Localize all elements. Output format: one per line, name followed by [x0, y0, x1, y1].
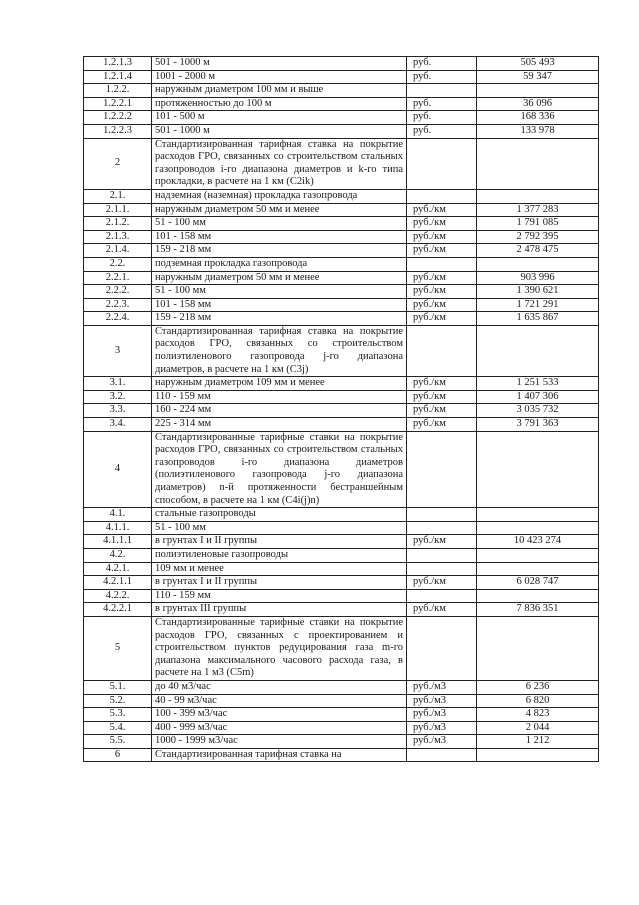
row-number-cell: 3.2.: [84, 390, 152, 404]
row-value-cell: 1 212: [477, 735, 599, 749]
table-row: [84, 111, 599, 125]
row-description-cell: надземная (наземная) прокладка газопровода: [152, 189, 407, 203]
row-unit-cell: руб./м3: [407, 708, 477, 722]
row-description-cell: наружным диаметром 50 мм и менее: [152, 203, 407, 217]
row-unit-cell: руб.: [407, 70, 477, 84]
table-row: [84, 548, 599, 562]
row-unit-cell: руб./км: [407, 244, 477, 258]
tariff-table-body: [84, 57, 599, 762]
row-description-cell: стальные газопроводы: [152, 508, 407, 522]
row-number-cell: 2.2.4.: [84, 312, 152, 326]
row-number-cell: 1.2.2.: [84, 84, 152, 98]
row-value-cell: 1 721 291: [477, 298, 599, 312]
row-description-cell: полиэтиленовые газопроводы: [152, 548, 407, 562]
row-unit-cell: [407, 748, 477, 762]
row-number-cell: 1.2.1.3: [84, 57, 152, 71]
row-number-cell: 2.2.1.: [84, 271, 152, 285]
table-row: [84, 124, 599, 138]
row-description-cell: 501 - 1000 м: [152, 57, 407, 71]
table-row: [84, 708, 599, 722]
row-value-cell: 1 791 085: [477, 217, 599, 231]
row-number-cell: 1.2.2.2: [84, 111, 152, 125]
row-unit-cell: руб./км: [407, 535, 477, 549]
row-description-cell: 101 - 158 мм: [152, 230, 407, 244]
row-unit-cell: руб./км: [407, 298, 477, 312]
row-unit-cell: руб./км: [407, 217, 477, 231]
row-value-cell: [477, 548, 599, 562]
row-unit-cell: руб./м3: [407, 735, 477, 749]
table-row: [84, 217, 599, 231]
table-row: [84, 508, 599, 522]
table-row: [84, 257, 599, 271]
row-number-cell: 4.2.: [84, 548, 152, 562]
row-description-cell: 400 - 999 м3/час: [152, 721, 407, 735]
row-value-cell: 1 390 621: [477, 285, 599, 299]
row-description-cell: в грунтах I и II группы: [152, 576, 407, 590]
row-number-cell: 5: [84, 616, 152, 680]
row-description-cell: подземная прокладка газопровода: [152, 257, 407, 271]
row-number-cell: 2.2.: [84, 257, 152, 271]
row-number-cell: 5.4.: [84, 721, 152, 735]
row-value-cell: 168 336: [477, 111, 599, 125]
row-number-cell: 6: [84, 748, 152, 762]
row-value-cell: [477, 84, 599, 98]
row-unit-cell: руб./км: [407, 404, 477, 418]
row-description-cell: 1001 - 2000 м: [152, 70, 407, 84]
row-unit-cell: руб./м3: [407, 721, 477, 735]
row-description-cell: 51 - 100 мм: [152, 521, 407, 535]
row-unit-cell: [407, 257, 477, 271]
row-value-cell: 6 028 747: [477, 576, 599, 590]
row-number-cell: 2.1.4.: [84, 244, 152, 258]
table-row: [84, 230, 599, 244]
row-number-cell: 3.3.: [84, 404, 152, 418]
row-number-cell: 5.1.: [84, 680, 152, 694]
row-description-cell: 100 - 399 м3/час: [152, 708, 407, 722]
row-value-cell: 2 478 475: [477, 244, 599, 258]
table-row: [84, 735, 599, 749]
row-description-cell: 110 - 159 мм: [152, 390, 407, 404]
row-number-cell: 1.2.2.1: [84, 97, 152, 111]
row-value-cell: 36 096: [477, 97, 599, 111]
row-description-cell: Стандартизированная тарифная ставка на: [152, 748, 407, 762]
row-value-cell: [477, 562, 599, 576]
row-number-cell: 4.1.1.: [84, 521, 152, 535]
row-number-cell: 2.2.2.: [84, 285, 152, 299]
row-number-cell: 5.3.: [84, 708, 152, 722]
row-number-cell: 3.1.: [84, 377, 152, 391]
row-unit-cell: руб./км: [407, 230, 477, 244]
row-value-cell: [477, 138, 599, 189]
row-number-cell: 4.2.1.1: [84, 576, 152, 590]
row-value-cell: [477, 589, 599, 603]
row-unit-cell: [407, 548, 477, 562]
row-description-cell: в грунтах III группы: [152, 603, 407, 617]
row-description-cell: в грунтах I и II группы: [152, 535, 407, 549]
row-unit-cell: [407, 138, 477, 189]
row-number-cell: 2.2.3.: [84, 298, 152, 312]
row-number-cell: 4.2.2.1: [84, 603, 152, 617]
row-value-cell: [477, 431, 599, 508]
row-description-cell: протяженностью до 100 м: [152, 97, 407, 111]
row-number-cell: 5.5.: [84, 735, 152, 749]
row-number-cell: 1.2.1.4: [84, 70, 152, 84]
row-description-cell: наружным диаметром 109 мм и менее: [152, 377, 407, 391]
row-unit-cell: руб./км: [407, 203, 477, 217]
row-unit-cell: руб.: [407, 124, 477, 138]
row-unit-cell: руб./км: [407, 390, 477, 404]
table-row: [84, 535, 599, 549]
table-row: [84, 189, 599, 203]
row-number-cell: 3.4.: [84, 418, 152, 432]
row-unit-cell: [407, 589, 477, 603]
tariff-table: [83, 56, 599, 762]
row-number-cell: 2.1.3.: [84, 230, 152, 244]
table-row: [84, 721, 599, 735]
row-value-cell: [477, 189, 599, 203]
table-row: [84, 377, 599, 391]
row-description-cell: 225 - 314 мм: [152, 418, 407, 432]
table-row: [84, 431, 599, 508]
table-row: [84, 325, 599, 376]
table-row: [84, 285, 599, 299]
row-value-cell: 1 251 533: [477, 377, 599, 391]
row-description-cell: 160 - 224 мм: [152, 404, 407, 418]
row-value-cell: 4 823: [477, 708, 599, 722]
row-description-cell: 501 - 1000 м: [152, 124, 407, 138]
table-row: [84, 70, 599, 84]
row-description-cell: наружным диаметром 50 мм и менее: [152, 271, 407, 285]
table-row: [84, 298, 599, 312]
row-value-cell: 6 236: [477, 680, 599, 694]
row-number-cell: 5.2.: [84, 694, 152, 708]
row-unit-cell: руб./км: [407, 418, 477, 432]
row-description-cell: 159 - 218 мм: [152, 244, 407, 258]
row-number-cell: 2.1.1.: [84, 203, 152, 217]
row-value-cell: 2 792 395: [477, 230, 599, 244]
row-number-cell: 2.1.: [84, 189, 152, 203]
row-number-cell: 4.2.1.: [84, 562, 152, 576]
row-value-cell: 6 820: [477, 694, 599, 708]
row-number-cell: 1.2.2.3: [84, 124, 152, 138]
row-unit-cell: [407, 616, 477, 680]
table-row: [84, 680, 599, 694]
row-description-cell: Стандартизированные тарифные ставки на покрытие расходов ГРО, связанных с проектированием и строительством пунктов редуцирования газа m-го диапазона максимального часового расхода газа, в расчете на 1 м3 (C5m): [152, 616, 407, 680]
table-row: [84, 748, 599, 762]
row-unit-cell: руб./км: [407, 271, 477, 285]
row-description-cell: 51 - 100 мм: [152, 285, 407, 299]
table-row: [84, 589, 599, 603]
row-value-cell: 3 791 363: [477, 418, 599, 432]
row-value-cell: 1 377 283: [477, 203, 599, 217]
table-row: [84, 57, 599, 71]
row-unit-cell: [407, 84, 477, 98]
row-unit-cell: руб.: [407, 57, 477, 71]
table-row: [84, 84, 599, 98]
row-number-cell: 3: [84, 325, 152, 376]
row-unit-cell: [407, 521, 477, 535]
row-value-cell: 133 978: [477, 124, 599, 138]
table-row: [84, 312, 599, 326]
row-value-cell: 903 996: [477, 271, 599, 285]
table-row: [84, 244, 599, 258]
row-unit-cell: руб./м3: [407, 680, 477, 694]
table-row: [84, 404, 599, 418]
row-unit-cell: [407, 431, 477, 508]
table-row: [84, 203, 599, 217]
table-row: [84, 694, 599, 708]
row-number-cell: 2.1.2.: [84, 217, 152, 231]
row-unit-cell: [407, 562, 477, 576]
row-value-cell: 1 407 306: [477, 390, 599, 404]
row-description-cell: Стандартизированные тарифные ставки на покрытие расходов ГРО, связанных со строительством стальных газопроводов i-го диапазона диаметров (полиэтиленового газопровода j-го диапазона диаметров) n-й протяженности бестраншейным способом, в расчете на 1 км (C4i(j)n): [152, 431, 407, 508]
row-description-cell: Стандартизированная тарифная ставка на покрытие расходов ГРО, связанных со строительством стальных газопроводов i-го диапазона диаметров и k-го типа прокладки, в расчете на 1 км (C2ik): [152, 138, 407, 189]
row-unit-cell: [407, 189, 477, 203]
row-number-cell: 4.1.: [84, 508, 152, 522]
row-description-cell: 159 - 218 мм: [152, 312, 407, 326]
row-unit-cell: [407, 508, 477, 522]
row-description-cell: 40 - 99 м3/час: [152, 694, 407, 708]
row-description-cell: 1000 - 1999 м3/час: [152, 735, 407, 749]
row-value-cell: [477, 521, 599, 535]
row-unit-cell: руб./км: [407, 285, 477, 299]
row-description-cell: Стандартизированная тарифная ставка на покрытие расходов ГРО, связанных со строительством полиэтиленового газопровода j-го диапазона диаметров, в расчете на 1 км (C3j): [152, 325, 407, 376]
row-value-cell: 2 044: [477, 721, 599, 735]
row-value-cell: 7 836 351: [477, 603, 599, 617]
row-unit-cell: руб./км: [407, 312, 477, 326]
row-value-cell: 505 493: [477, 57, 599, 71]
table-row: [84, 418, 599, 432]
row-unit-cell: руб./км: [407, 576, 477, 590]
table-row: [84, 390, 599, 404]
row-value-cell: [477, 257, 599, 271]
row-unit-cell: руб./м3: [407, 694, 477, 708]
row-description-cell: 101 - 500 м: [152, 111, 407, 125]
row-value-cell: 1 635 867: [477, 312, 599, 326]
table-row: [84, 562, 599, 576]
row-value-cell: 10 423 274: [477, 535, 599, 549]
row-value-cell: [477, 325, 599, 376]
table-row: [84, 603, 599, 617]
row-unit-cell: [407, 325, 477, 376]
row-value-cell: 59 347: [477, 70, 599, 84]
row-unit-cell: руб.: [407, 97, 477, 111]
row-value-cell: 3 035 732: [477, 404, 599, 418]
row-number-cell: 4: [84, 431, 152, 508]
row-number-cell: 2: [84, 138, 152, 189]
row-number-cell: 4.1.1.1: [84, 535, 152, 549]
table-row: [84, 271, 599, 285]
table-row: [84, 616, 599, 680]
table-row: [84, 138, 599, 189]
row-value-cell: [477, 748, 599, 762]
tariff-table-page: [83, 56, 598, 762]
table-row: [84, 521, 599, 535]
row-value-cell: [477, 508, 599, 522]
row-value-cell: [477, 616, 599, 680]
row-unit-cell: руб./км: [407, 377, 477, 391]
table-row: [84, 576, 599, 590]
row-description-cell: 110 - 159 мм: [152, 589, 407, 603]
table-row: [84, 97, 599, 111]
row-description-cell: до 40 м3/час: [152, 680, 407, 694]
row-description-cell: наружным диаметром 100 мм и выше: [152, 84, 407, 98]
row-unit-cell: руб.: [407, 111, 477, 125]
row-description-cell: 51 - 100 мм: [152, 217, 407, 231]
row-description-cell: 109 мм и менее: [152, 562, 407, 576]
row-description-cell: 101 - 158 мм: [152, 298, 407, 312]
row-unit-cell: руб./км: [407, 603, 477, 617]
row-number-cell: 4.2.2.: [84, 589, 152, 603]
